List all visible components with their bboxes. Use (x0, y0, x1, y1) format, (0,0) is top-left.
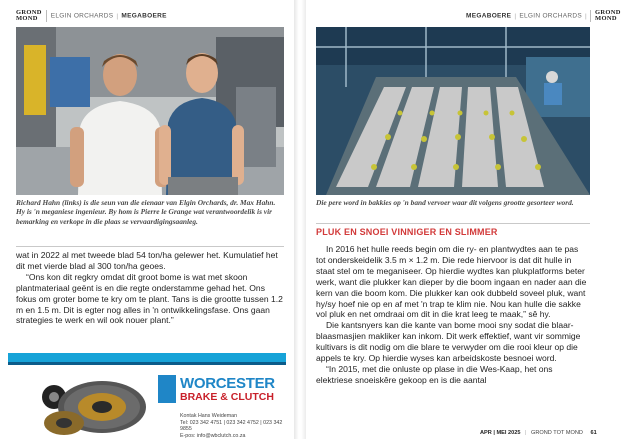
header-org: ELGIN ORCHARDS (50, 12, 114, 20)
left-photo-caption: Richard Hahn (links) is die seun van die eienaar van Elgin Orchards, dr. Max Hahn. Hy is 'n meganiese ingenieur. By hom is Pierre le Grange wat verantwoordelik is vir bemarking en verkope in die plaas se vervaardigingsaanleg. (16, 198, 276, 226)
paragraph: “Ons kon dit regkry omdat dit groot bome is wat met skoon plantmateriaal geënt is en die regte onderstamme gehad het. Ons fokus om groter bome te kry om te plant. Tans is die grootte tussen 1.2 m en 1.5 m. Dit is egter nog alles in 'n ontwikkelingsfase. Ons gaan strategies te werk en wil ook nouer plant.” (16, 271, 283, 326)
ad-band-dark (8, 362, 286, 365)
page-footer: APR | MEI 2025 | GROND TOT MOND 61 (480, 430, 597, 436)
paragraph: In 2016 het hulle reeds begin om die ry- en plantwydtes aan te pas tot onderskeidelik 3.5 m × 1.2 m. Die rede hiervoor is dat dit hulle in staat stel om te meganiseer. Op hierdie wydtes kan plukplatforms beter werk, want die plukker kan dieper by die boom ingaan en nader aan die kern van die boom kom. Die plukker kan ook dubbeld soveel pluk, want hy/sy hoef nie op en af met 'n trap te klim nie. Nou kan hulle die sakke vol pluk en net omdraai om dit in die krat leeg te maak,” sê hy. (316, 244, 587, 320)
section-heading: PLUK EN SNOEI VINNIGER EN SLIMMER (316, 227, 498, 237)
ad-contact-person: Kontak Hans Weideman (180, 413, 238, 419)
footer-magazine: GROND TOT MOND (531, 430, 583, 436)
left-running-header: GROND MOND ELGIN ORCHARDS | MEGABOERE (16, 9, 167, 22)
magazine-logo: GROND MOND (16, 10, 47, 22)
left-body-text (16, 250, 284, 326)
advertisement-worcester-brake[interactable] (8, 353, 286, 439)
header-section: MEGABOERE (466, 12, 512, 20)
page-gutter (294, 0, 306, 439)
ad-top-band (8, 353, 286, 362)
clutch-parts-image (22, 367, 152, 437)
ad-brand-name: WORCESTER (180, 375, 275, 392)
ad-brand-subtitle: BRAKE & CLUTCH (180, 391, 274, 403)
right-page (306, 0, 621, 439)
caption-divider (16, 246, 284, 247)
header-org: ELGIN ORCHARDS (519, 12, 583, 20)
ad-contact-email: E-pos: info@wbclutch.co.za (180, 432, 246, 439)
paragraph: “In 2015, met die onluste op plase in die Wes-Kaap, het ons elektriese snoeiskêre gekoop en is die aantal (316, 363, 553, 385)
magazine-logo: GROND MOND (590, 10, 621, 22)
ad-contact (180, 413, 286, 439)
caption-divider (316, 223, 590, 224)
paragraph: wat in 2022 al met tweede blad 54 ton/ha gelewer het. Kumulatief het dit met vierde blad al 300 ton/ha geoes. (16, 250, 278, 271)
paragraph: Die kantsnyers kan die kante van bome mooi sny sodat die blaar-blaasmasjien makliker kan inkom. Dit werk effektief, want vir sommige kultivars is dit nodig om die blare te verwyder om die rooi kleur op die appels te kry. Op hierdie wyses kan arbeidskoste besnoei word. (316, 320, 581, 364)
portrait-photo (16, 27, 284, 195)
page-number: 61 (590, 430, 597, 436)
right-running-header: MEGABOERE | ELGIN ORCHARDS | GROND MOND (466, 9, 621, 22)
footer-issue: APR | MEI 2025 (480, 430, 521, 436)
left-page (0, 0, 294, 439)
pear-sorting-photo (316, 27, 590, 195)
brand-emblem (158, 375, 176, 403)
header-section: MEGABOERE (121, 12, 167, 20)
ad-contact-phone: Tel: 023 342 4751 | 023 342 4752 | 023 342 9855 (180, 419, 283, 433)
right-photo-caption: Die pere word in bakkies op 'n band vervoer waar dit volgens grootte gesorteer word. (316, 198, 574, 207)
right-body-text (316, 244, 590, 386)
